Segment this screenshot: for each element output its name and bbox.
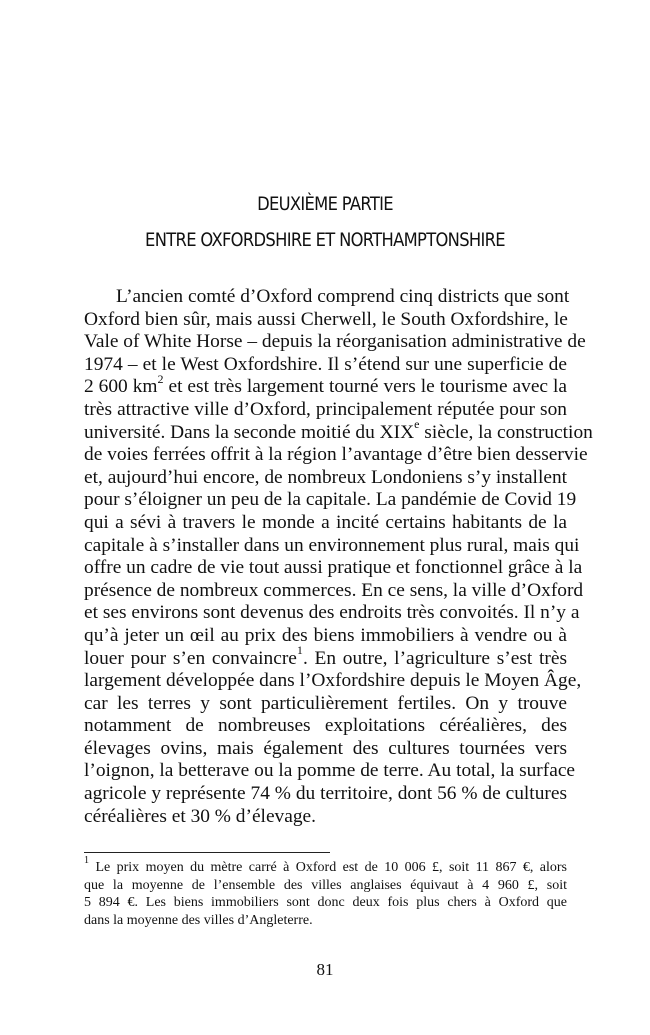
- body-line: de voies ferrées offrit à la région l’avantage d’être bien desservie: [84, 444, 588, 466]
- footnote-line: dans la moyenne des villes d’Angleterre.: [84, 913, 313, 929]
- body-line: qui a sévi à travers le monde a incité certains habitants de la: [84, 511, 567, 533]
- body-line: céréalières et 30 % d’élevage.: [84, 805, 317, 827]
- footnote-marker: 1: [84, 855, 90, 867]
- body-line: 1974 – et le West Oxfordshire. Il s’étend sur une superficie de: [84, 353, 567, 375]
- body-line: qu’à jeter un œil au prix des biens immobiliers à vendre ou à: [84, 624, 567, 646]
- body-line: [84, 372, 567, 399]
- body-line: pour s’éloigner un peu de la capitale. La pandémie de Covid 19: [84, 489, 577, 511]
- body-line: [84, 417, 593, 445]
- section-title: ENTRE OXFORDSHIRE ET NORTHAMPTONSHIRE: [145, 229, 505, 251]
- superscript: 2: [157, 372, 164, 387]
- body-line: Vale of White Horse – depuis la réorganisation administrative de: [84, 331, 586, 353]
- body-line: notamment de nombreuses exploitations céréalières, des: [84, 715, 567, 737]
- part-heading: DEUXIÈME PARTIE: [257, 193, 393, 215]
- body-line: agricole y représente 74 % du territoire, dont 56 % de cultures: [84, 783, 567, 805]
- body-text-segment: et est très largement tourné vers le tourisme avec la: [163, 376, 567, 398]
- body-line: Oxford bien sûr, mais aussi Cherwell, le South Oxfordshire, le: [84, 308, 568, 330]
- body-line: [84, 643, 567, 671]
- body-line: L’ancien comté d’Oxford comprend cinq districts que sont: [116, 286, 570, 307]
- body-line: capitale à s’installer dans un environnement plus rural, mais qui: [84, 534, 580, 556]
- footnote-line: que la moyenne de l’ensemble des villes anglaises équivaut à 4 960 £, soit: [84, 877, 567, 893]
- body-text-segment: université. Dans la seconde moitié du XIX: [84, 421, 415, 443]
- page-number: 81: [316, 960, 334, 979]
- body-line: largement développée dans l’Oxfordshire depuis le Moyen Âge,: [84, 670, 582, 692]
- body-text-segment: 2 600 km: [84, 376, 158, 398]
- footnote-text-segment: Le prix moyen du mètre carré à Oxford est de 10 006 £, soit 11 867 €, alors: [89, 860, 567, 875]
- body-line: élevages ovins, mais également des cultures tournées vers: [84, 737, 567, 759]
- body-line: offre un cadre de vie tout aussi pratique et fonctionnel grâce à la: [84, 557, 583, 579]
- body-line: car les terres y sont particulièrement fertiles. On y trouve: [84, 692, 567, 714]
- superscript: e: [414, 417, 420, 432]
- body-paragraph: [84, 286, 593, 828]
- body-line: l’oignon, la betterave ou la pomme de terre. Au total, la surface: [84, 760, 576, 782]
- body-text-segment: . En outre, l’agriculture s’est très: [302, 647, 567, 669]
- body-line: et, aujourd’hui encore, de nombreux Londoniens s’y installent: [84, 466, 568, 488]
- footnote-reference[interactable]: 1: [296, 643, 303, 658]
- footnote: [84, 855, 567, 930]
- footnote-line: [84, 855, 567, 877]
- body-line: très attractive ville d’Oxford, principalement réputée pour son: [84, 398, 567, 420]
- body-text-segment: siècle, la construction: [419, 421, 593, 443]
- body-text-segment: louer pour s’en convaincre: [84, 647, 297, 669]
- body-line: et ses environs sont devenus des endroits très convoités. Il n’y a: [84, 602, 580, 624]
- body-line: présence de nombreux commerces. En ce sens, la ville d’Oxford: [84, 579, 584, 601]
- footnote-line: 5 894 €. Les biens immobiliers sont donc deux fois plus chers à Oxford que: [84, 895, 567, 911]
- footnote-divider: [84, 852, 330, 853]
